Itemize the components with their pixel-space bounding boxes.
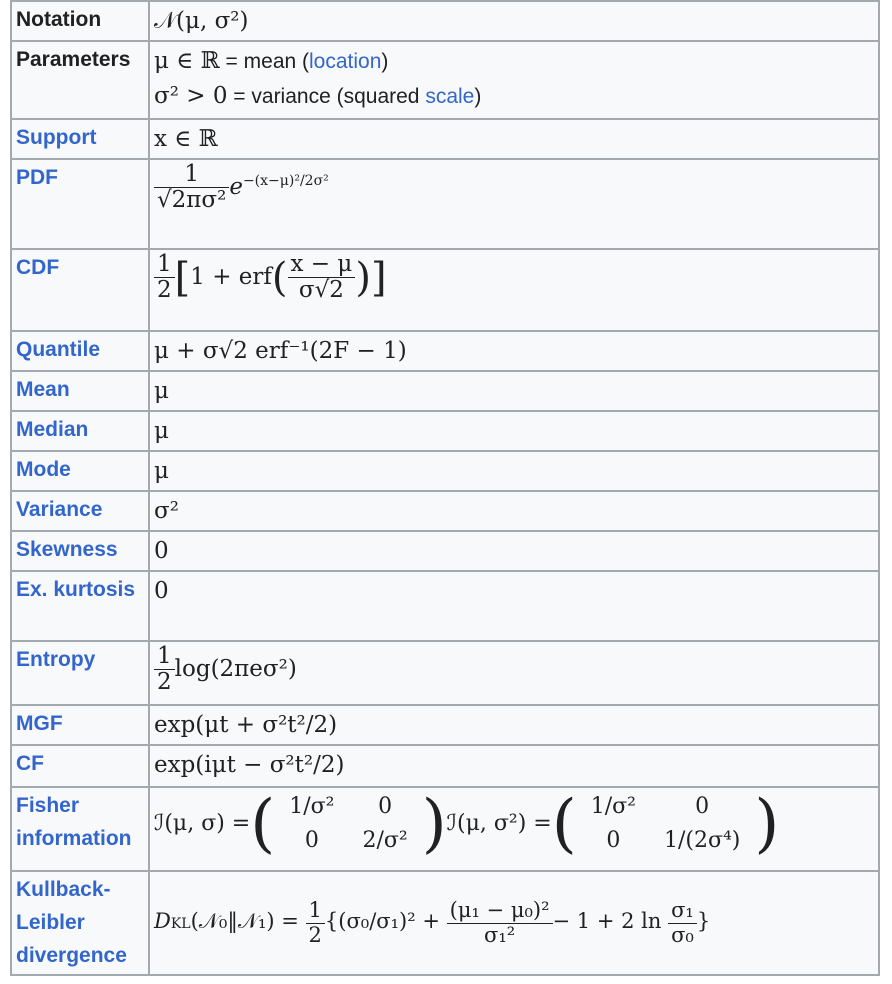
value-support: x ∈ ℝ — [149, 119, 879, 159]
kl-sigma-num: σ₁ — [671, 898, 694, 923]
fisher-m1-a: 1/σ² — [289, 794, 335, 819]
cdf-arg-den: σ√2 — [288, 277, 356, 303]
row-notation — [11, 1, 879, 41]
pdf-den: √2πσ² — [154, 187, 229, 213]
label-mode[interactable]: Mode — [11, 451, 149, 491]
label-quantile[interactable]: Quantile — [11, 331, 149, 371]
fisher-paren: ( — [551, 787, 577, 861]
fisher-lhs1: ℐ(μ, σ) = — [154, 811, 251, 836]
row-mgf — [11, 705, 879, 745]
value-quantile: μ + σ√2 erf⁻¹(2F − 1) — [149, 331, 879, 371]
fisher-m1-c: 0 — [304, 828, 319, 853]
kl-half-num: 1 — [308, 898, 322, 923]
kl-t1: {(σ₀/σ₁)² + — [324, 909, 440, 934]
kl-t2: − 1 + 2 ln — [552, 909, 662, 934]
fisher-matrix-2 — [577, 790, 755, 858]
label-mgf[interactable]: MGF — [11, 705, 149, 745]
fisher-lhs2: ℐ(μ, σ²) = — [446, 811, 552, 836]
param-mean-math: μ ∈ ℝ — [154, 48, 220, 74]
kl-lhs: D — [154, 909, 171, 934]
label-exkurtosis[interactable]: Ex. kurtosis — [11, 571, 149, 641]
row-mean — [11, 371, 879, 411]
distribution-infobox — [10, 0, 880, 976]
value-median: μ — [149, 411, 879, 451]
value-variance: σ² — [149, 491, 879, 531]
value-mean: μ — [149, 371, 879, 411]
kl-half-den: 2 — [306, 923, 325, 947]
pdf-exponent: −(x−μ)²/2σ² — [242, 173, 329, 190]
cdf-bracket-open: [ — [174, 254, 191, 301]
row-median — [11, 411, 879, 451]
label-entropy[interactable]: Entropy — [11, 641, 149, 705]
fisher-m2-c: 0 — [606, 828, 621, 853]
cdf-arg-num: x − μ — [290, 251, 353, 277]
kl-t3: } — [696, 909, 711, 934]
label-variance[interactable]: Variance — [11, 491, 149, 531]
cdf-half-den: 2 — [154, 277, 175, 303]
row-support — [11, 119, 879, 159]
row-cdf — [11, 249, 879, 331]
row-pdf — [11, 159, 879, 249]
param-mean-eq: = mean ( — [219, 50, 310, 73]
pdf-num: 1 — [184, 161, 199, 187]
row-entropy — [11, 641, 879, 705]
label-support[interactable]: Support — [11, 119, 149, 159]
row-mode — [11, 451, 879, 491]
label-cdf[interactable]: CDF — [11, 249, 149, 331]
value-mode: μ — [149, 451, 879, 491]
entropy-half — [154, 644, 175, 696]
value-mgf: exp(μt + σ²t²/2) — [149, 705, 879, 745]
fisher-m2-b: 0 — [695, 794, 710, 819]
label-notation: Notation — [11, 1, 149, 41]
param-mean-line — [154, 44, 874, 79]
value-skewness: 0 — [149, 531, 879, 571]
row-skewness — [11, 531, 879, 571]
fisher-m2-a: 1/σ² — [590, 794, 636, 819]
value-parameters — [149, 41, 879, 119]
fisher-m2-d: 1/(2σ⁴) — [663, 828, 741, 853]
kl-sub: KL — [170, 916, 191, 933]
label-pdf[interactable]: PDF — [11, 159, 149, 249]
cdf-paren-open: ( — [271, 254, 288, 301]
cdf-half-num: 1 — [157, 251, 172, 277]
row-cf — [11, 745, 879, 787]
label-median[interactable]: Median — [11, 411, 149, 451]
value-entropy — [149, 641, 879, 705]
cdf-half — [154, 252, 175, 304]
pdf-fraction — [154, 162, 229, 214]
label-cf[interactable]: CF — [11, 745, 149, 787]
fisher-m1-b: 0 — [378, 794, 393, 819]
kl-mu-num: (μ₁ − μ₀)² — [449, 898, 550, 923]
kl-args: (𝒩₀‖𝒩₁) = — [190, 909, 299, 934]
param-mean-end: ) — [381, 50, 389, 73]
cdf-inner: 1 + erf — [190, 263, 272, 290]
value-kl — [149, 871, 879, 975]
row-kl — [11, 871, 879, 975]
label-skewness[interactable]: Skewness — [11, 531, 149, 571]
row-variance — [11, 491, 879, 531]
param-variance-line — [154, 79, 874, 114]
param-var-eq: = variance (squared — [227, 85, 426, 108]
row-quantile — [11, 331, 879, 371]
param-var-math: σ² > 0 — [154, 83, 228, 109]
value-cdf — [149, 249, 879, 331]
fisher-paren: ) — [421, 787, 447, 861]
link-scale[interactable]: scale — [425, 85, 475, 108]
cdf-paren-close: ) — [355, 254, 371, 301]
kl-sigma-frac — [668, 899, 697, 946]
value-fisher — [149, 787, 879, 871]
kl-mu-frac — [447, 899, 553, 946]
label-parameters: Parameters — [11, 41, 149, 119]
value-exkurtosis: 0 — [149, 571, 879, 641]
entropy-rest: log(2πeσ²) — [174, 655, 297, 682]
kl-mu-den: σ₁² — [447, 923, 553, 947]
cdf-bracket-close: ] — [370, 254, 387, 301]
kl-sigma-den: σ₀ — [668, 923, 697, 947]
fisher-paren: ) — [754, 787, 780, 861]
kl-half — [306, 899, 325, 946]
value-pdf — [149, 159, 879, 249]
link-location[interactable]: location — [309, 50, 382, 73]
value-notation: 𝒩(μ, σ²) — [149, 1, 879, 41]
label-mean[interactable]: Mean — [11, 371, 149, 411]
label-fisher[interactable]: Fisher information — [11, 787, 149, 871]
param-var-end: ) — [474, 85, 482, 108]
row-exkurtosis — [11, 571, 879, 641]
label-kl[interactable]: Kullback-Leibler divergence — [11, 871, 149, 975]
fisher-matrix-1 — [275, 790, 422, 858]
row-fisher — [11, 787, 879, 871]
fisher-paren: ( — [250, 787, 276, 861]
pdf-base: e — [229, 173, 243, 200]
cdf-arg — [288, 252, 356, 304]
fisher-m1-d: 2/σ² — [362, 828, 408, 853]
entropy-num: 1 — [157, 643, 172, 669]
row-parameters — [11, 41, 879, 119]
entropy-den: 2 — [154, 669, 175, 695]
value-cf: exp(iμt − σ²t²/2) — [149, 745, 879, 787]
